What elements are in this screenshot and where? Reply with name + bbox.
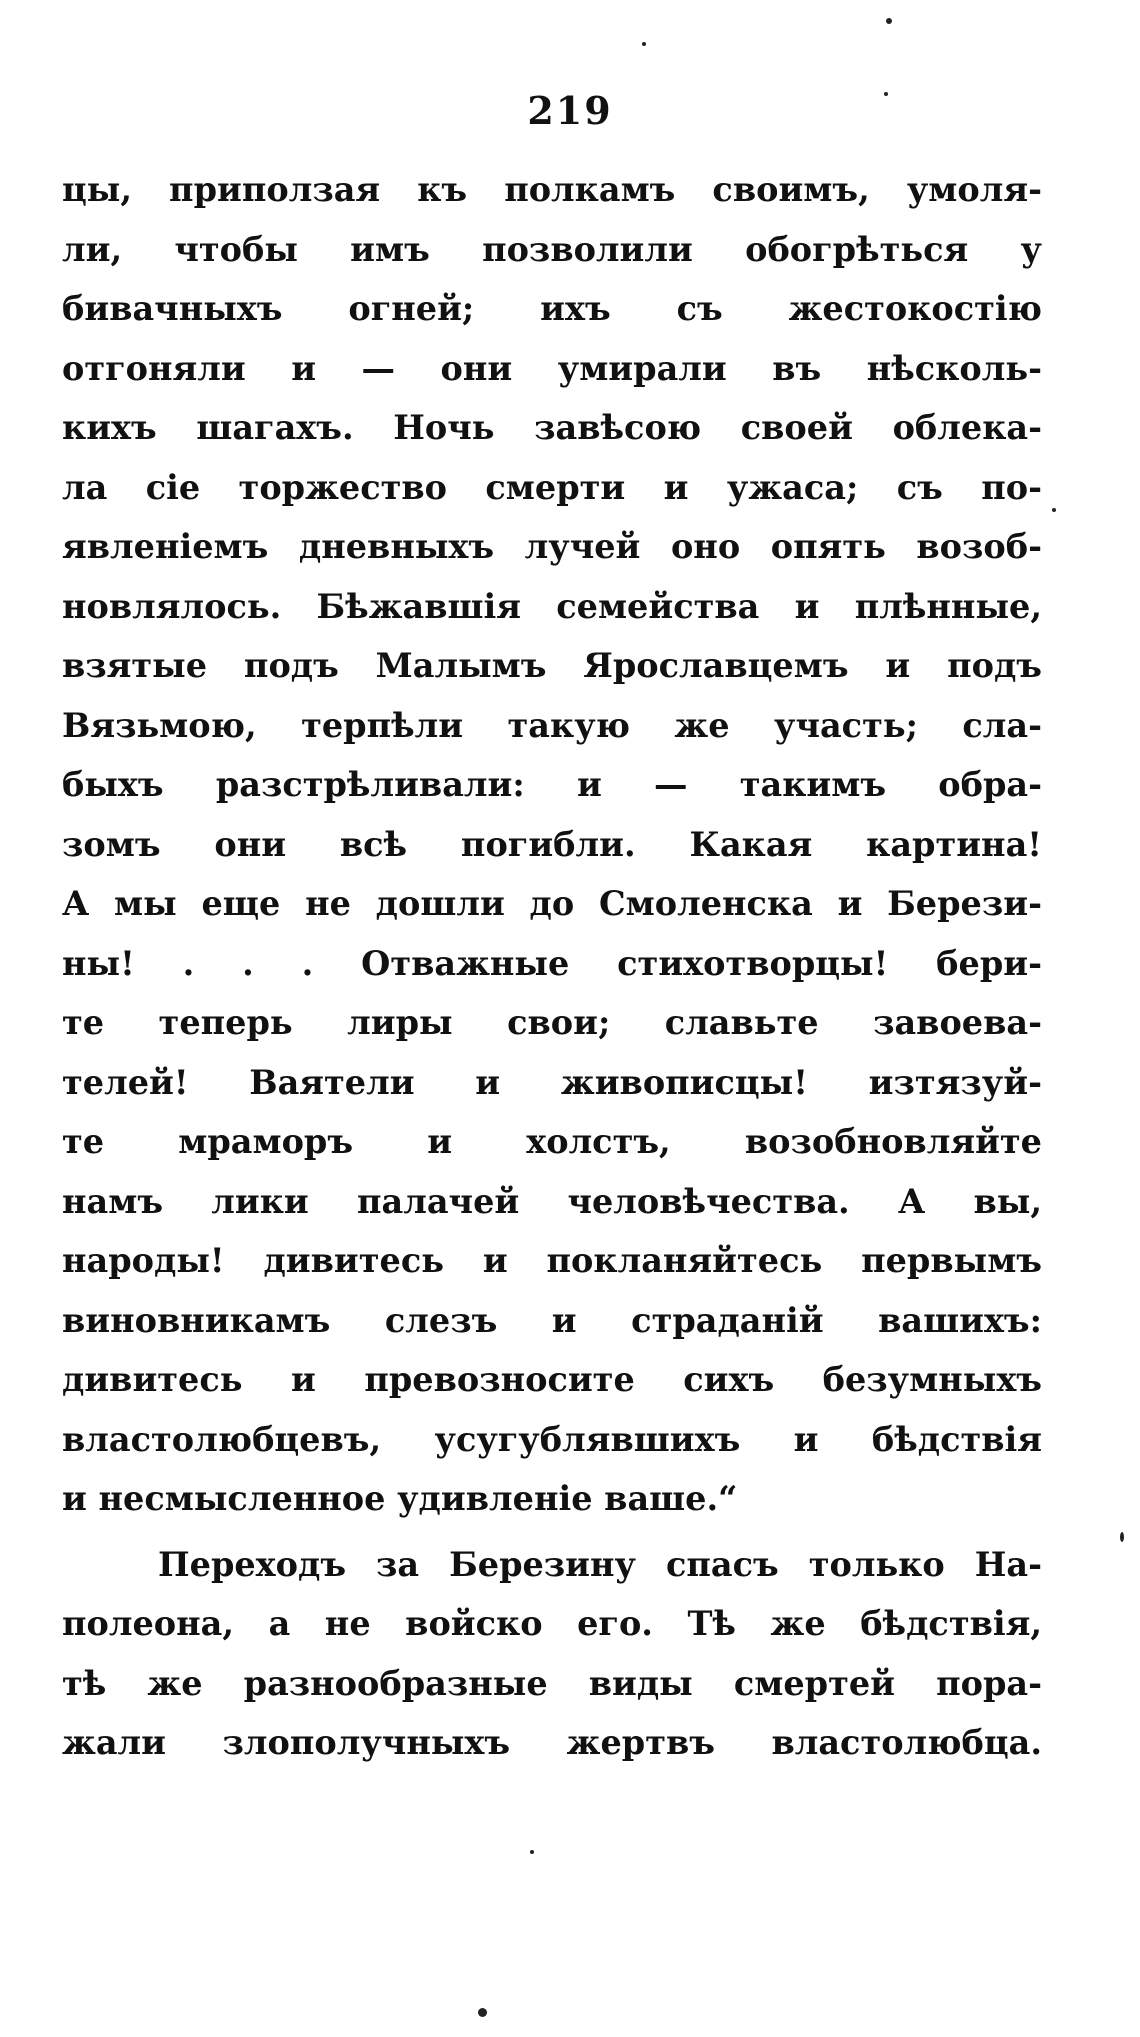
text-line: полеона, а не войско его. Тѣ же бѣдствія, — [62, 1604, 1042, 1643]
text-line: властолюбцевъ, усугублявшихъ и бѣдствія — [62, 1419, 1042, 1459]
scan-speck — [530, 1850, 534, 1854]
scan-speck — [478, 2008, 487, 2017]
paragraph-1 — [62, 160, 1042, 1529]
text-line: тѣ же разнообразные виды смертей пора- — [62, 1663, 1042, 1703]
text-line: те мраморъ и холстъ, возобновляйте — [62, 1122, 1042, 1161]
text-line: кихъ шагахъ. Ночь завѣсою своей облека- — [62, 408, 1042, 447]
text-line: явленіемъ дневныхъ лучей оно опять возоб- — [62, 527, 1042, 566]
text-line: ли, чтобы имъ позволили обогрѣться у — [62, 229, 1042, 269]
body-text — [62, 160, 1042, 1773]
text-line: А мы еще не дошли до Смоленска и Берези- — [62, 884, 1042, 923]
text-line: те теперь лиры свои; славьте завоева- — [62, 1003, 1042, 1042]
scan-speck — [884, 92, 888, 96]
text-line: взятые подъ Малымъ Ярославцемъ и подъ — [62, 646, 1042, 685]
text-line: быхъ разстрѣливали: и — такимъ обра- — [62, 765, 1042, 804]
scan-speck — [1120, 1532, 1124, 1542]
text-line: жали злополучныхъ жертвъ властолюбца. — [62, 1723, 1042, 1762]
text-line: дивитесь и превозносите сихъ безумныхъ — [62, 1360, 1042, 1399]
scan-speck — [886, 18, 892, 24]
text-line: намъ лики палачей человѣчества. А вы, — [62, 1181, 1042, 1221]
scan-speck — [642, 42, 646, 46]
scan-speck — [1052, 508, 1056, 512]
text-line: цы, приползая къ полкамъ своимъ, умоля- — [62, 170, 1042, 209]
text-line: зомъ они всѣ погибли. Какая картина! — [62, 824, 1042, 864]
text-line: Вязьмою, терпѣли такую же участь; сла- — [62, 705, 1042, 745]
text-line: ла сіе торжество смерти и ужаса; съ по- — [62, 467, 1042, 507]
text-line: ны! . . . Отважные стихотворцы! бери- — [62, 943, 1042, 983]
text-line: отгоняли и — они умирали въ нѣсколь- — [62, 348, 1042, 388]
text-line: новлялось. Бѣжавшія семейства и плѣнные, — [62, 586, 1042, 626]
text-line: и несмысленное удивленіе ваше.“ — [62, 1479, 738, 1518]
paragraph-2 — [62, 1535, 1042, 1773]
text-line: виновникамъ слезъ и страданій вашихъ: — [62, 1300, 1042, 1340]
text-line: Переходъ за Березину спасъ только На- — [158, 1544, 1042, 1584]
text-line: телей! Ваятели и живописцы! изтязуй- — [62, 1062, 1042, 1102]
text-line: бивачныхъ огней; ихъ съ жестокостію — [62, 289, 1042, 328]
page-number: 219 — [527, 88, 613, 133]
text-line: народы! дивитесь и покланяйтесь первымъ — [62, 1241, 1042, 1280]
